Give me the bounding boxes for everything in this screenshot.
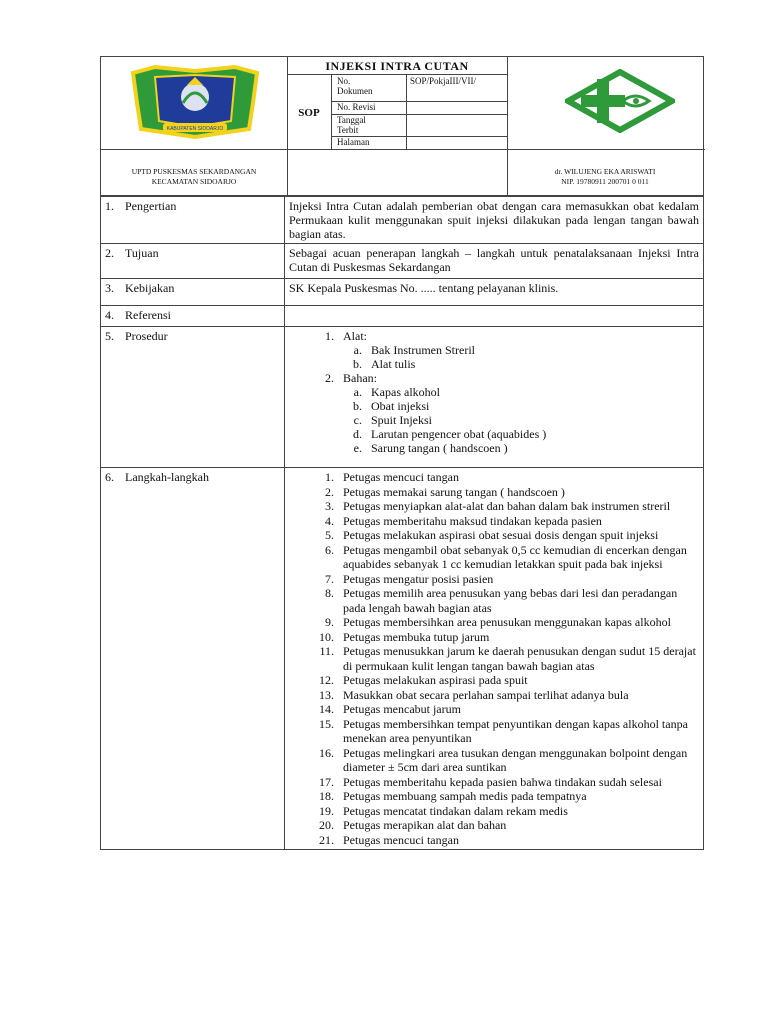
sop-content-table <box>100 196 704 850</box>
meta-label-tanggal-terbit <box>337 115 366 135</box>
meta-label-no-revisi: No. Revisi <box>337 102 376 112</box>
meta-value-no-dokumen: SOP/PokjaIII/VII/ <box>410 76 476 86</box>
row-kebijakan <box>101 279 704 306</box>
section-label <box>101 327 285 468</box>
list-item: 14. Petugas mencabut jarum <box>337 702 699 717</box>
list-item: b. Alat tulis <box>365 357 699 371</box>
list-item: a. Bak Instrumen Streril <box>365 343 699 357</box>
pengertian-text: Injeksi Intra Cutan adalah pemberian obat dengan cara memasukkan obat kedalam Permukaan kulit menggunakan spuit injeksi dilakukan pada lengan tangan bawah bagian atas. <box>285 197 704 244</box>
meta-label-line: Terbit <box>337 125 359 135</box>
list-item: 8. Petugas memilih area penusukan yang bebas dari lesi dan peradangan pada lengah bawah bagian atas <box>337 586 699 615</box>
alat-list <box>343 343 699 371</box>
alat-heading: Alat: <box>343 329 367 343</box>
logo-banner-text: KABUPATEN SIDOARJO <box>166 126 224 132</box>
section-title: Pengertian <box>125 199 177 213</box>
meta-label-halaman: Halaman <box>337 137 370 147</box>
list-item: 4. Petugas memberitahu maksud tindakan kepada pasien <box>337 514 699 529</box>
section-title: Prosedur <box>125 329 168 343</box>
list-item: c. Spuit Injeksi <box>365 413 699 427</box>
referensi-text <box>285 306 704 327</box>
list-item <box>337 329 699 371</box>
divider <box>331 74 332 149</box>
tujuan-text: Sebagai acuan penerapan langkah – langkah untuk penatalaksanaan Injeksi Intra Cutan di Puskesmas Sekardangan <box>285 244 704 279</box>
section-number: 4. <box>105 308 114 322</box>
list-item: 15. Petugas membersihkan tempat penyuntikan dengan kapas alkohol tanpa menekan area penyuntikan <box>337 717 699 746</box>
list-item: b. Obat injeksi <box>365 399 699 413</box>
institution-line: KECAMATAN SIDOARJO <box>151 177 237 186</box>
meta-label-line: Dokumen <box>337 86 373 96</box>
row-pengertian <box>101 197 704 244</box>
sop-label: SOP <box>298 107 320 119</box>
list-item: 7. Petugas mengatur posisi pasien <box>337 572 699 587</box>
divider <box>101 149 705 150</box>
list-item: 12. Petugas melakukan aspirasi pada spuit <box>337 673 699 688</box>
section-title: Kebijakan <box>125 281 175 295</box>
kebijakan-text: SK Kepala Puskesmas No. ..... tentang pelayanan klinis. <box>285 279 704 306</box>
signatory-nip: NIP. 19780911 200701 0 011 <box>561 177 649 186</box>
institution-name <box>101 167 287 187</box>
section-number: 2. <box>105 246 114 260</box>
section-label <box>101 306 285 327</box>
list-item: a. Kapas alkohol <box>365 385 699 399</box>
section-label <box>101 197 285 244</box>
divider <box>287 57 288 197</box>
section-number: 1. <box>105 199 114 213</box>
prosedur-list <box>289 329 699 455</box>
row-langkah <box>101 468 704 850</box>
list-item: 11. Petugas menusukkan jarum ke daerah penusukan dengan sudut 15 derajat di permukaan kulit lengan tangan bawah bagian atas <box>337 644 699 673</box>
list-item: 18. Petugas membuang sampah medis pada tempatnya <box>337 789 699 804</box>
list-item: 16. Petugas melingkari area tusukan dengan menggunakan bolpoint dengan diameter ± 5cm dari area suntikan <box>337 746 699 775</box>
list-item: 10. Petugas membuka tutup jarum <box>337 630 699 645</box>
section-label <box>101 279 285 306</box>
divider <box>406 74 407 149</box>
document-title: INJEKSI INTRA CUTAN <box>325 59 469 73</box>
institution-line: UPTD PUSKESMAS SEKARDANGAN <box>131 167 257 176</box>
signatory-block <box>507 167 703 187</box>
list-item: 20. Petugas merapikan alat dan bahan <box>337 818 699 833</box>
list-item: 21. Petugas mencuci tangan <box>337 833 699 848</box>
meta-label-line: Tanggal <box>337 115 366 125</box>
divider <box>287 74 507 75</box>
section-number: 5. <box>105 329 114 343</box>
section-title: Langkah-langkah <box>125 470 209 484</box>
kabupaten-sidoarjo-logo <box>125 63 265 141</box>
list-item: 9. Petugas membersihkan area penusukan menggunakan kapas alkohol <box>337 615 699 630</box>
list-item: e. Sarung tangan ( handscoen ) <box>365 441 699 455</box>
meta-label-no-dokumen <box>337 76 373 96</box>
list-item: 5. Petugas melakukan aspirasi obat sesuai dosis dengan spuit injeksi <box>337 528 699 543</box>
list-item: 1. Petugas mencuci tangan <box>337 470 699 485</box>
puskesmas-logo <box>565 69 675 133</box>
list-item: 19. Petugas mencatat tindakan dalam rekam medis <box>337 804 699 819</box>
prosedur-content <box>285 327 704 468</box>
meta-label-line: No. <box>337 76 351 86</box>
list-item: 6. Petugas mengambil obat sebanyak 0,5 cc kemudian di encerkan dengan aquabides sebanyak 1 cc kemudian letakkan spuit pada bak injeksi <box>337 543 699 572</box>
row-tujuan <box>101 244 704 279</box>
langkah-content <box>285 468 704 850</box>
section-number: 6. <box>105 470 114 484</box>
langkah-list <box>289 470 699 847</box>
row-prosedur <box>101 327 704 468</box>
list-item: d. Larutan pengencer obat (aquabides ) <box>365 427 699 441</box>
list-item <box>337 371 699 455</box>
bahan-heading: Bahan: <box>343 371 377 385</box>
signatory-name: dr. WILUJENG EKA ARISWATI <box>554 167 656 176</box>
section-label <box>101 244 285 279</box>
section-title: Referensi <box>125 308 171 322</box>
list-item: 2. Petugas memakai sarung tangan ( handscoen ) <box>337 485 699 500</box>
bahan-list <box>343 385 699 455</box>
list-item: 17. Petugas memberitahu kepada pasien bahwa tindakan sudah selesai <box>337 775 699 790</box>
row-referensi <box>101 306 704 327</box>
sop-header <box>100 56 704 196</box>
list-item: 13. Masukkan obat secara perlahan sampai terlihat adanya bula <box>337 688 699 703</box>
section-title: Tujuan <box>125 246 159 260</box>
section-label <box>101 468 285 850</box>
section-number: 3. <box>105 281 114 295</box>
list-item: 3. Petugas menyiapkan alat-alat dan bahan dalam bak instrumen streril <box>337 499 699 514</box>
